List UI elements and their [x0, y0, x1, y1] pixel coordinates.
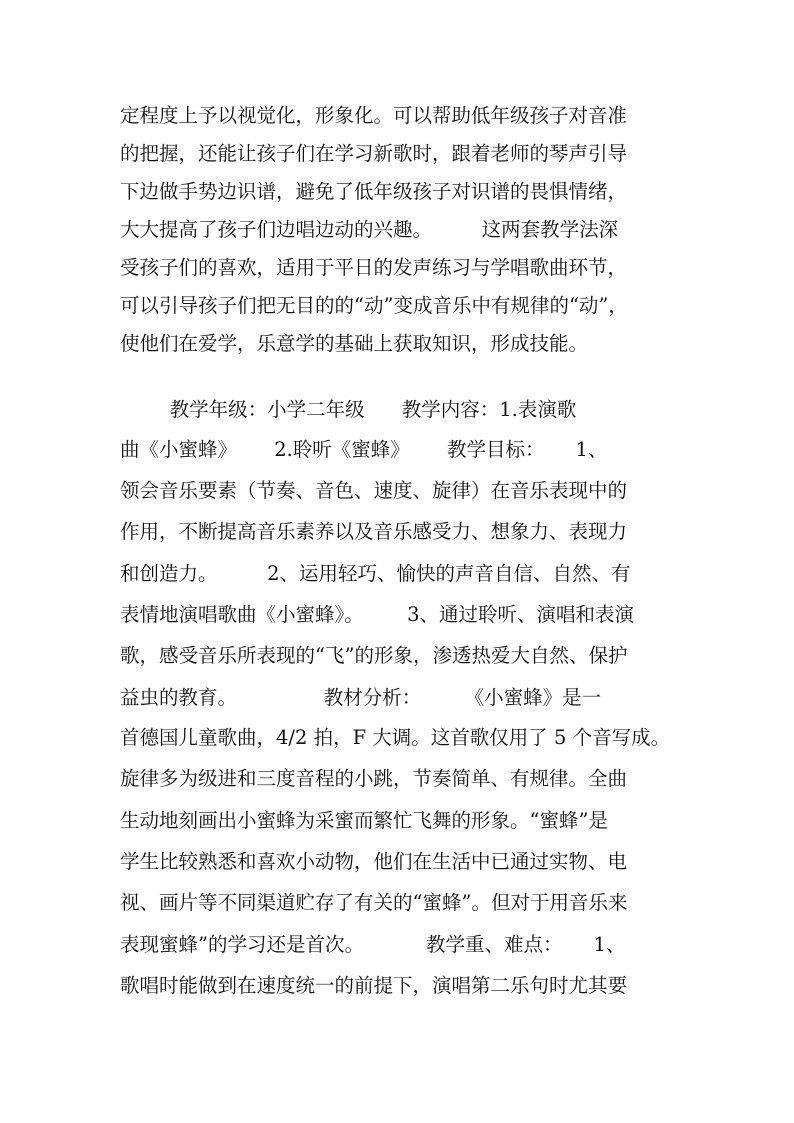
- text-line: 受孩子们的喜欢，适用于平日的发声练习与学唱歌曲环节，: [120, 256, 628, 279]
- text-line: 可以引导孩子们把无目的的“动”变成音乐中有规律的“动”，: [120, 294, 628, 317]
- text-line: 首德国儿童歌曲，4/2 拍，F 大调。这首歌仅用了 5 个音写成。: [120, 726, 671, 749]
- text-line: 大大提高了孩子们边唱边动的兴趣。 这两套教学法深: [120, 218, 619, 241]
- text-line: 曲《小蜜蜂》 2.聆听《蜜蜂》 教学目标： 1、: [120, 438, 608, 461]
- text-line: 使他们在爱学，乐意学的基础上获取知识，形成技能。: [120, 332, 589, 355]
- text-line: 的把握，还能让孩子们在学习新歌时，跟着老师的琴声引导: [120, 142, 628, 165]
- text-line: 旋律多为级进和三度音程的小跳，节奏简单、有规律。全曲: [120, 767, 628, 790]
- text-line: 视、画片等不同渠道贮存了有关的“蜜蜂”。但对于用音乐来: [120, 891, 628, 914]
- text-line: 歌，感受音乐所表现的“飞”的形象，渗透热爱大自然、保护: [120, 644, 628, 667]
- text-line: 学生比较熟悉和喜欢小动物，他们在生活中已通过实物、电: [120, 850, 628, 873]
- text-line: 益虫的教育。 教材分析： 《小蜜蜂》是一: [120, 686, 602, 709]
- text-line: 表情地演唱歌曲《小蜜蜂》。 3、通过聆听、演唱和表演: [120, 603, 635, 626]
- text-line: 定程度上予以视觉化，形象化。可以帮助低年级孩子对音准: [120, 104, 628, 127]
- text-line: 生动地刻画出小蜜蜂为采蜜而繁忙飞舞的形象。“蜜蜂”是: [120, 809, 608, 832]
- text-line: 领会音乐要素（节奏、音色、速度、旋律）在音乐表现中的: [120, 479, 628, 502]
- text-line: 歌唱时能做到在速度统一的前提下，演唱第二乐句时尤其要: [120, 974, 628, 997]
- text-line: 和创造力。 2、运用轻巧、愉快的声音自信、自然、有: [120, 562, 631, 585]
- text-line: 教学年级：小学二年级 教学内容：1.表演歌: [120, 398, 577, 421]
- text-line: 下边做手势边识谱，避免了低年级孩子对识谱的畏惧情绪，: [120, 180, 628, 203]
- text-line: 作用，不断提高音乐素养以及音乐感受力、想象力、表现力: [120, 520, 628, 543]
- text-line: 表现蜜蜂”的学习还是首次。 教学重、难点： 1、: [120, 933, 626, 956]
